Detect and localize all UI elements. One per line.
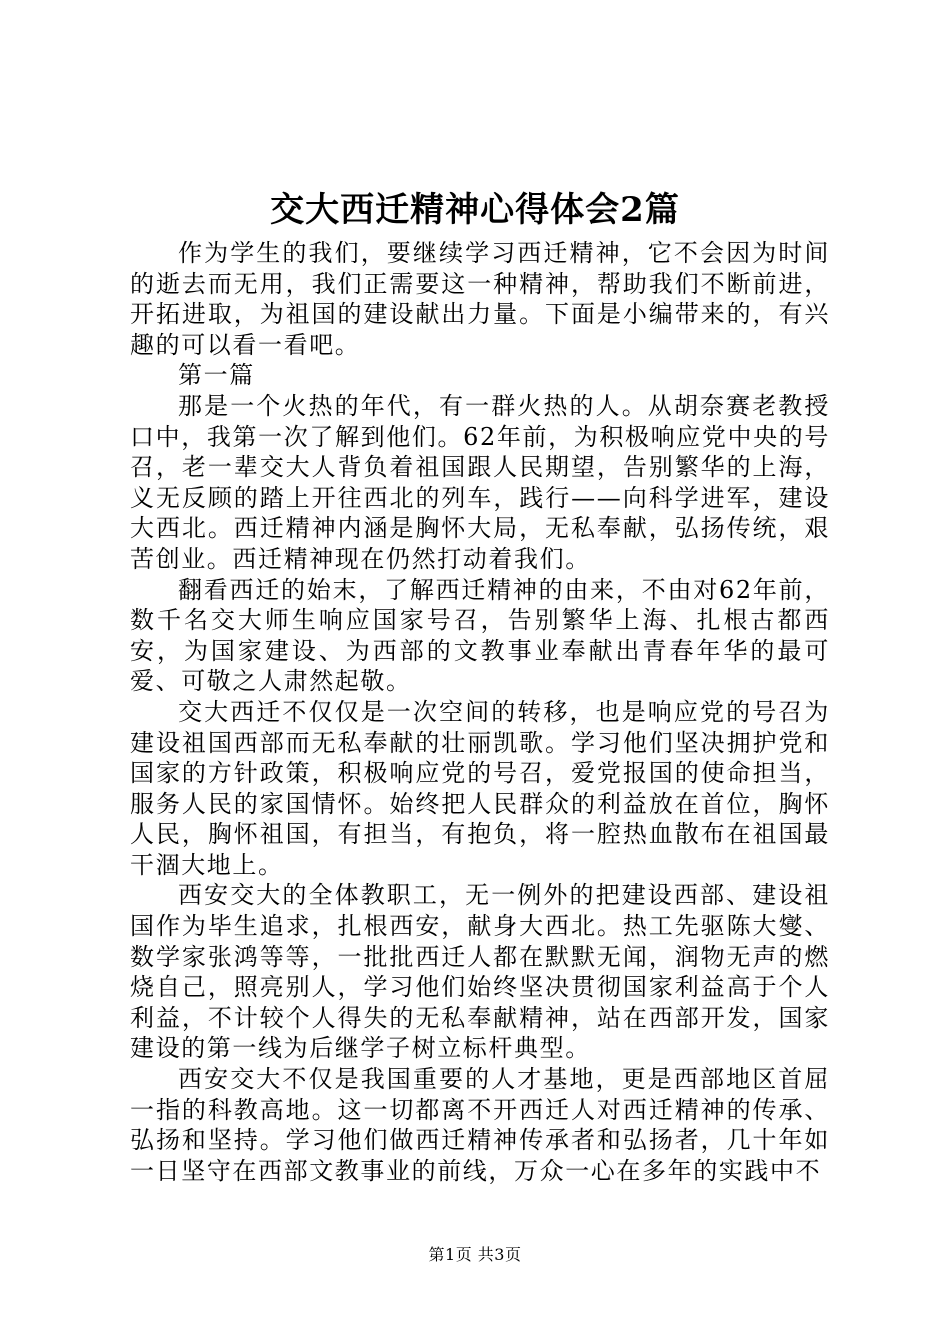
paragraph: 翻看西迁的始末，了解西迁精神的由来，不由对62年前，数千名交大师生响应国家号召，告别繁华上海、扎根古都西安，为国家建设、为西部的文教事业奉献出青春年华的最可爱、可敬之人肃然起敬。 (130, 575, 830, 696)
paragraph: 西安交大的全体教职工，无一例外的把建设西部、建设祖国作为毕生追求，扎根西安，献身大西北。热工先驱陈大燮、数学家张鸿等等，一批批西迁人都在默默无闻，润物无声的燃烧自己，照亮别人，学习他们始终坚决贯彻国家利益高于个人利益，不计较个人得失的无私奉献精神，站在西部开发，国家建设的第一线为后继学子树立标杆典型。 (130, 881, 830, 1063)
paragraph: 交大西迁不仅仅是一次空间的转移，也是响应党的号召为建设祖国西部而无私奉献的壮丽凯歌。学习他们坚决拥护党和国家的方针政策，积极响应党的号召，爱党报国的使命担当，服务人民的家国情怀。始终把人民群众的利益放在首位，胸怀人民，胸怀祖国，有担当，有抱负，将一腔热血散布在祖国最干涸大地上。 (130, 697, 830, 879)
document-title: 交大西迁精神心得体会2篇 (270, 190, 680, 230)
page-number-footer: 第1页 共3页 (428, 1245, 522, 1264)
paragraph: 西安交大不仅是我国重要的人才基地，更是西部地区首屈一指的科教高地。这一切都离不开西迁人对西迁精神的传承、弘扬和坚持。学习他们做西迁精神传承者和弘扬者，几十年如一日坚守在西部文教事业的前线，万众一心在多年的实践中不 (130, 1065, 830, 1185)
section-heading: 第一篇 (178, 361, 255, 390)
document-body (130, 238, 830, 1186)
paragraph-intro: 作为学生的我们，要继续学习西迁精神，它不会因为时间的逝去而无用，我们正需要这一种精神，帮助我们不断前进，开拓进取，为祖国的建设献出力量。下面是小编带来的，有兴趣的可以看一看吧。 (130, 239, 830, 359)
paragraph: 那是一个火热的年代，有一群火热的人。从胡奈赛老教授口中，我第一次了解到他们。62年前，为积极响应党中央的号召，老一辈交大人背负着祖国跟人民期望，告别繁华的上海，义无反顾的踏上开往西北的列车，践行——向科学进军，建设大西北。西迁精神内涵是胸怀大局，无私奉献，弘扬传统，艰苦创业。西迁精神现在仍然打动着我们。 (130, 391, 830, 573)
